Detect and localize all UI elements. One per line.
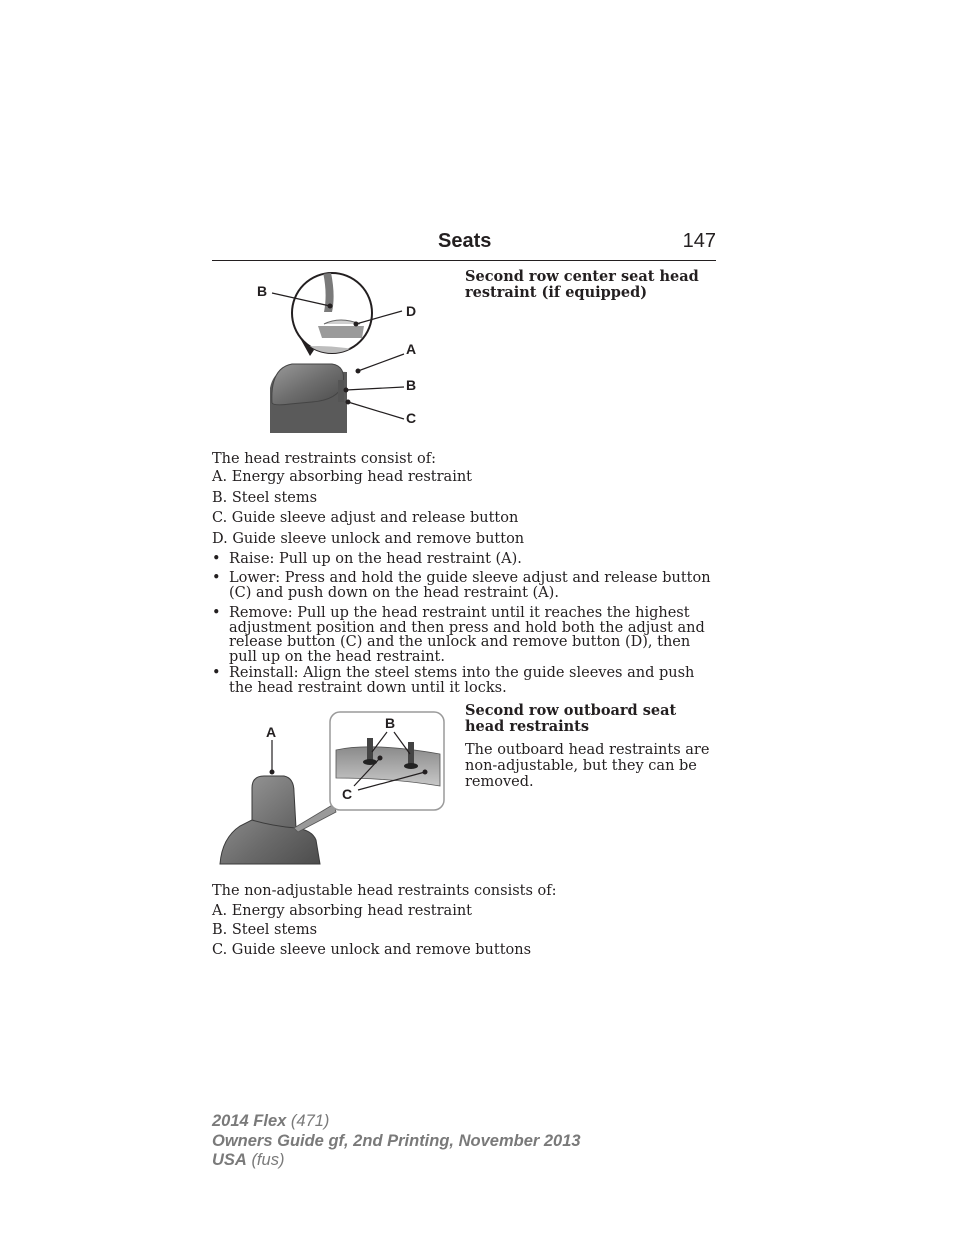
list1-item-a: A. Energy absorbing head restraint bbox=[212, 469, 473, 485]
center-head-restraint-figure bbox=[212, 268, 452, 438]
bullet-text: Remove: Pull up the head restraint until it reaches the highest adjustment position and then press and hold both the adjust and release button (C) and the unlock and remove button (D), then pull up on the head restraint. bbox=[229, 605, 705, 665]
footer-market-code: (fus) bbox=[251, 1151, 285, 1169]
stem-shape bbox=[338, 380, 344, 402]
list2-intro: The non-adjustable head restraints consists of: bbox=[212, 883, 557, 899]
outboard-seat-heading: Second row outboard seat head restraints bbox=[465, 702, 677, 735]
outboard-head-restraint-figure bbox=[212, 708, 452, 868]
list1-item-c: C. Guide sleeve adjust and release button bbox=[212, 510, 519, 526]
footer-market: USA bbox=[212, 1151, 247, 1169]
label-d: D bbox=[406, 303, 417, 319]
label-b-top: B bbox=[257, 283, 268, 299]
page-header bbox=[212, 230, 716, 261]
page-number: 147 bbox=[682, 230, 716, 252]
list2-item-b: B. Steel stems bbox=[212, 922, 318, 938]
bullet-symbol: • bbox=[212, 665, 221, 681]
list1-item-b: B. Steel stems bbox=[212, 490, 318, 506]
label-c: C bbox=[406, 410, 417, 426]
bullet-text: Raise: Pull up on the head restraint (A). bbox=[229, 551, 522, 567]
bullet-text: Lower: Press and hold the guide sleeve adjust and release button (C) and push down on the head restraint (A). bbox=[229, 570, 711, 601]
label-a: A bbox=[406, 341, 417, 357]
footer-line-market bbox=[212, 1151, 581, 1171]
list2-item-c: C. Guide sleeve unlock and remove buttons bbox=[212, 942, 532, 958]
label-c: C bbox=[342, 786, 353, 802]
list1-item-d: D. Guide sleeve unlock and remove button bbox=[212, 531, 525, 547]
bullet-symbol: • bbox=[212, 605, 221, 621]
list1-intro: The head restraints consist of: bbox=[212, 451, 436, 467]
footer-model: 2014 Flex bbox=[212, 1112, 287, 1130]
bullet-symbol: • bbox=[212, 570, 221, 586]
label-a: A bbox=[266, 724, 277, 740]
section-title: Seats bbox=[438, 230, 492, 252]
label-b: B bbox=[406, 377, 417, 393]
detail-sleeve bbox=[318, 326, 364, 338]
footer-model-code: (471) bbox=[290, 1112, 330, 1130]
footer-guide-edition: Owners Guide gf, 2nd Printing, November 2013 bbox=[212, 1131, 581, 1150]
label-b: B bbox=[385, 715, 396, 731]
list2-item-a: A. Energy absorbing head restraint bbox=[212, 903, 473, 919]
bullet-text: Reinstall: Align the steel stems into the guide sleeves and push the head restraint down until it locks. bbox=[229, 665, 695, 696]
seat-shape bbox=[220, 776, 320, 864]
footer-line-model bbox=[212, 1112, 581, 1132]
bullet-symbol: • bbox=[212, 551, 221, 567]
center-seat-heading: Second row center seat head restraint (if equipped) bbox=[465, 268, 699, 301]
outboard-seat-body: The outboard head restraints are non-adjustable, but they can be removed. bbox=[465, 742, 710, 790]
page-footer bbox=[212, 1112, 581, 1171]
